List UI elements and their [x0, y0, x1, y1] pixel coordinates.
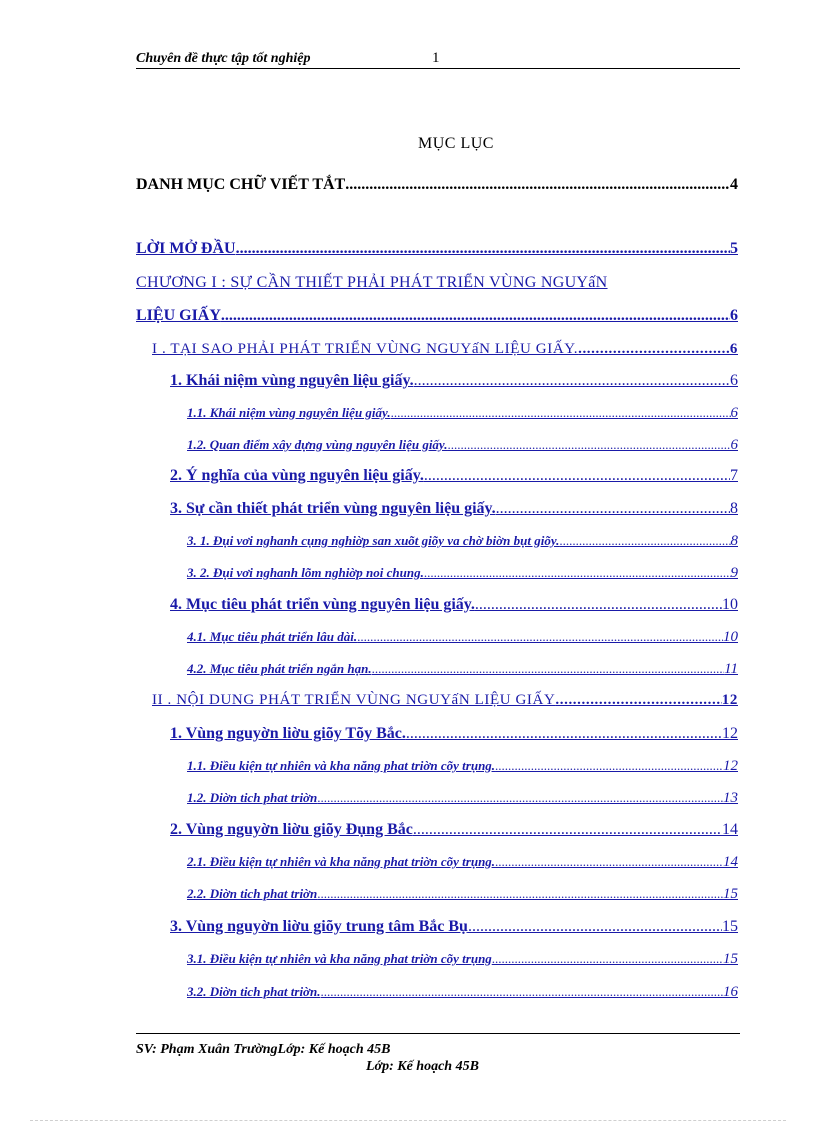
toc-entry-4-2[interactable] — [187, 661, 738, 678]
toc-entry-3-1[interactable] — [187, 533, 738, 550]
toc-leader-dots — [372, 661, 725, 677]
toc-entry-2[interactable] — [170, 467, 738, 485]
toc-entry-page: 13 — [723, 790, 738, 806]
toc-leader-dots — [317, 886, 723, 902]
toc-entry-label: 3. Vùng nguyờn liờu giõy trung tâm Bắc Bụ — [170, 918, 468, 935]
footer-class-line: Lớp: Kế hoạch 45B — [366, 1059, 479, 1074]
page-bottom-edge — [30, 1120, 786, 1121]
toc-entry-4-1[interactable] — [187, 629, 738, 646]
toc-entry-3[interactable] — [170, 500, 738, 518]
toc-entry-label: 3. 2. Đụi vơi nghanh lõm nghiờp noi chung. — [187, 565, 424, 580]
toc-leader-dots — [559, 533, 730, 549]
toc-leader-dots — [236, 240, 730, 258]
toc-entry-page: 9 — [730, 565, 738, 581]
toc-entry-ii-2-1[interactable] — [187, 854, 738, 871]
toc-entry-ii-1[interactable] — [170, 725, 738, 743]
footer-divider — [136, 1033, 740, 1034]
toc-leader-dots — [406, 725, 722, 743]
toc-entry-label: 1.2. Quan điểm xây dựng vùng nguyên liệu giấy. — [187, 437, 448, 452]
toc-entry-label: 3.2. Diờn tich phat triờn. — [187, 984, 321, 999]
toc-entry-label: 2.2. Diờn tich phat triờn — [187, 886, 318, 901]
toc-leader-dots — [317, 790, 723, 806]
toc-leader-dots — [447, 437, 730, 453]
toc-entry-preface[interactable] — [136, 240, 738, 258]
toc-entry-page: 16 — [723, 984, 738, 1000]
toc-entry-label: 1.1. Điều kiện tự nhiên và kha năng phat triờn cõy trụng. — [187, 758, 496, 773]
toc-entry-page: 6 — [730, 307, 738, 324]
toc-entry-ii-2-2[interactable] — [187, 886, 738, 903]
toc-entry-page: 8 — [730, 500, 738, 517]
toc-entry-label: 2.1. Điều kiện tự nhiên và kha năng phat triờn cõy trụng. — [187, 854, 496, 869]
toc-leader-dots — [424, 565, 731, 581]
toc-leader-dots — [475, 596, 722, 614]
toc-entry-abbreviations[interactable] — [136, 176, 738, 194]
toc-entry-label: II . NỘI DUNG PHÁT TRIỂN VÙNG NGUYấN LIỆU GIẤY — [152, 692, 556, 708]
toc-leader-dots — [414, 372, 730, 390]
toc-entry-label: 3. 1. Đụi vơi nghanh cụng nghiờp san xuõt giõy va chờ biờn bụt giõy. — [187, 533, 560, 548]
toc-entry-page: 10 — [722, 596, 738, 613]
toc-entry-ii-3-1[interactable] — [187, 951, 738, 968]
toc-entry-label: 1. Vùng nguyờn liờu giõy Tõy Bắc. — [170, 725, 406, 742]
toc-entry-label: 1. Khái niệm vùng nguyên liệu giấy. — [170, 372, 414, 389]
footer-student-line: SV: Phạm Xuân TrườngLớp: Kế hoạch 45B — [136, 1042, 391, 1057]
toc-entry-ii-3[interactable] — [170, 918, 738, 936]
toc-entry-page: 5 — [730, 240, 738, 257]
toc-entry-label: LỜI MỞ ĐẦU — [136, 240, 236, 257]
toc-leader-dots — [495, 854, 723, 870]
toc-entry-label: 4.2. Mục tiêu phát triển ngắn hạn. — [187, 661, 372, 676]
toc-leader-dots — [321, 984, 723, 1000]
toc-entry-page: 14 — [722, 821, 738, 838]
toc-entry-1-1[interactable] — [187, 405, 738, 422]
toc-entry-page: 8 — [730, 533, 738, 549]
toc-entry-page: 7 — [730, 467, 738, 484]
toc-leader-dots — [555, 692, 721, 709]
toc-entry-ii-3-2[interactable] — [187, 984, 738, 1001]
toc-entry-page: 11 — [724, 661, 738, 677]
toc-entry-label: 4.1. Mục tiêu phát triển lâu dài. — [187, 629, 358, 644]
toc-entry-label: I . TẠI SAO PHẢI PHÁT TRIỂN VÙNG NGUYấN LIỆU GIẤY. — [152, 341, 579, 357]
toc-entry-section-1[interactable] — [152, 341, 738, 358]
toc-entry-label: 2. Vùng nguyờn liờu giõy Đụng Bắc — [170, 821, 413, 838]
toc-leader-dots — [345, 176, 730, 194]
header-title: Chuyên đề thực tập tốt nghiệp — [136, 51, 311, 66]
toc-entry-label: 3. Sự cần thiết phát triển vùng nguyên liệu giấy. — [170, 500, 496, 517]
toc-entry-page: 4 — [730, 176, 738, 193]
toc-entry-page: 6 — [730, 372, 738, 389]
toc-entry-ii-2[interactable] — [170, 821, 738, 839]
toc-entry-page: 15 — [723, 951, 738, 967]
toc-entry-page: 12 — [723, 758, 738, 774]
toc-entry-page: 12 — [721, 692, 738, 708]
toc-entry-page: 12 — [722, 725, 738, 742]
toc-entry-page: 15 — [723, 886, 738, 902]
toc-entry-ii-1-2[interactable] — [187, 790, 738, 807]
toc-entry-page: 6 — [730, 437, 738, 453]
toc-entry-label: LIỆU GIẤY — [136, 307, 221, 324]
header-page-number: 1 — [432, 50, 440, 66]
toc-entry-1[interactable] — [170, 372, 738, 390]
toc-entry-page: 14 — [723, 854, 738, 870]
toc-entry-page: 10 — [723, 629, 738, 645]
toc-leader-dots — [578, 341, 730, 358]
toc-leader-dots — [496, 500, 730, 518]
toc-entry-3-2[interactable] — [187, 565, 738, 582]
toc-entry-chapter-1[interactable] — [136, 307, 738, 325]
toc-entry-page: 15 — [722, 918, 738, 935]
toc-entry-label: 4. Mục tiêu phát triển vùng nguyên liệu giấy. — [170, 596, 475, 613]
toc-entry-4[interactable] — [170, 596, 738, 614]
toc-leader-dots — [492, 951, 723, 967]
toc-entry-page: 6 — [729, 341, 738, 357]
toc-entry-label: 1.2. Diờn tich phat triờn — [187, 790, 318, 805]
toc-entry-section-2[interactable] — [152, 692, 738, 709]
toc-entry-chapter-1-line-1[interactable]: CHƯƠNG I : SỰ CẦN THIẾT PHẢI PHÁT TRIỂN VÙNG NGUYấN — [136, 274, 608, 291]
toc-entry-label: 3.1. Điều kiện tự nhiên và kha năng phat triờn cõy trụng — [187, 951, 492, 966]
toc-title: MỤC LỤC — [418, 135, 494, 152]
toc-entry-1-2[interactable] — [187, 437, 738, 454]
toc-leader-dots — [413, 821, 722, 839]
toc-entry-label: 1.1. Khái niệm vùng nguyên liệu giấy. — [187, 405, 391, 420]
toc-leader-dots — [391, 405, 731, 421]
toc-leader-dots — [424, 467, 730, 485]
toc-leader-dots — [357, 629, 723, 645]
toc-entry-label: 2. Ý nghĩa của vùng nguyên liệu giấy. — [170, 467, 424, 484]
toc-entry-page: 6 — [730, 405, 738, 421]
toc-leader-dots — [221, 307, 730, 325]
toc-leader-dots — [468, 918, 722, 936]
page-header — [136, 50, 740, 69]
toc-entry-label: DANH MỤC CHỮ VIẾT TẮT — [136, 176, 346, 193]
toc-entry-ii-1-1[interactable] — [187, 758, 738, 775]
toc-leader-dots — [495, 758, 723, 774]
